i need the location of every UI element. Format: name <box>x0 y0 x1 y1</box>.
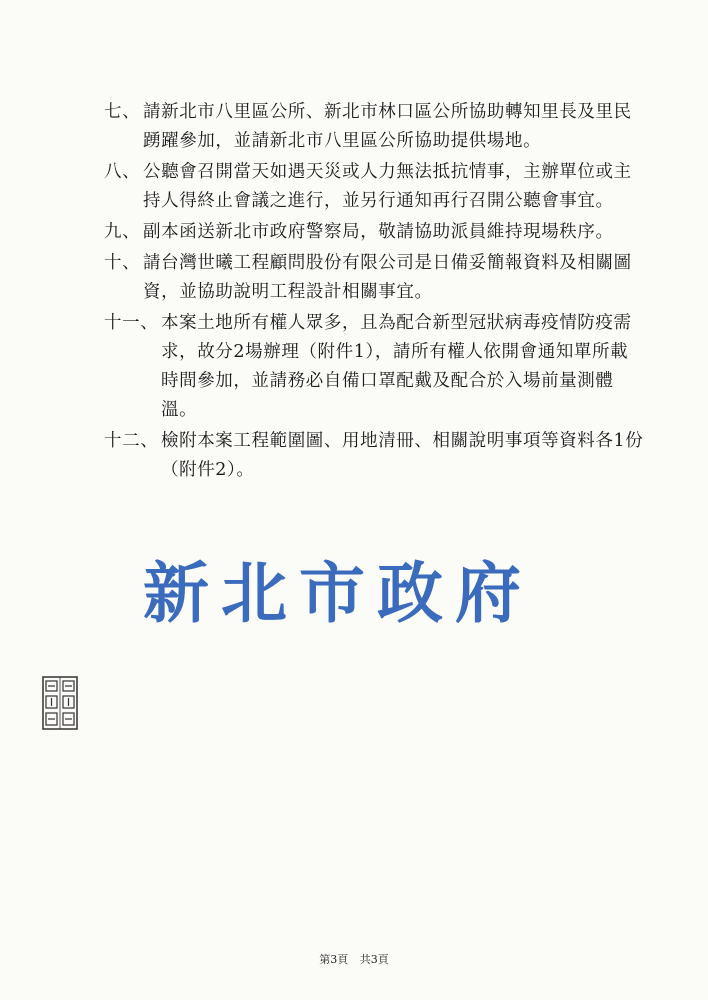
item-number: 十一、 <box>104 313 159 333</box>
official-stamp-icon <box>42 676 78 730</box>
item-number: 十、 <box>104 253 141 273</box>
page-total: 共3頁 <box>359 953 389 966</box>
item-text: 本案土地所有權人眾多，且為配合新型冠狀病毒疫情防疫需求，故分2場辦理（附件1），請所有權人依開會通知單所載時間參加，並請務必自備口罩配戴及配合於入場前量測體溫。 <box>161 313 632 420</box>
list-item <box>0 98 643 156</box>
item-number: 八、 <box>104 162 141 182</box>
item-number: 十二、 <box>104 431 159 451</box>
item-text: 公聽會召開當天如遇天災或人力無法抵抗情事，主辦單位或主持人得終止會議之進行，並另行通知再行召開公聽會事宜。 <box>143 162 632 211</box>
list-item <box>0 427 646 485</box>
page-number: 第3頁 <box>319 953 349 966</box>
page-footer <box>0 951 708 967</box>
list-item <box>0 249 643 307</box>
list-item <box>0 218 643 247</box>
item-number: 七、 <box>104 102 141 122</box>
item-text: 請台灣世曦工程顧問股份有限公司是日備妥簡報資料及相關圖資，並協助說明工程設計相關事宜。 <box>143 253 632 302</box>
item-number: 九、 <box>104 222 141 242</box>
list-item <box>0 309 646 425</box>
item-list <box>0 98 708 487</box>
item-text: 檢附本案工程範圍圖、用地清冊、相關說明事項等資料各1份（附件2）。 <box>161 431 644 480</box>
government-seal-text: 新北市政府 <box>143 555 533 632</box>
item-text: 請新北市八里區公所、新北市林口區公所協助轉知里長及里民踴躍參加，並請新北市八里區公所協助提供場地。 <box>143 102 632 151</box>
list-item <box>0 158 643 216</box>
item-text: 副本函送新北市政府警察局，敬請協助派員維持現場秩序。 <box>143 222 614 242</box>
